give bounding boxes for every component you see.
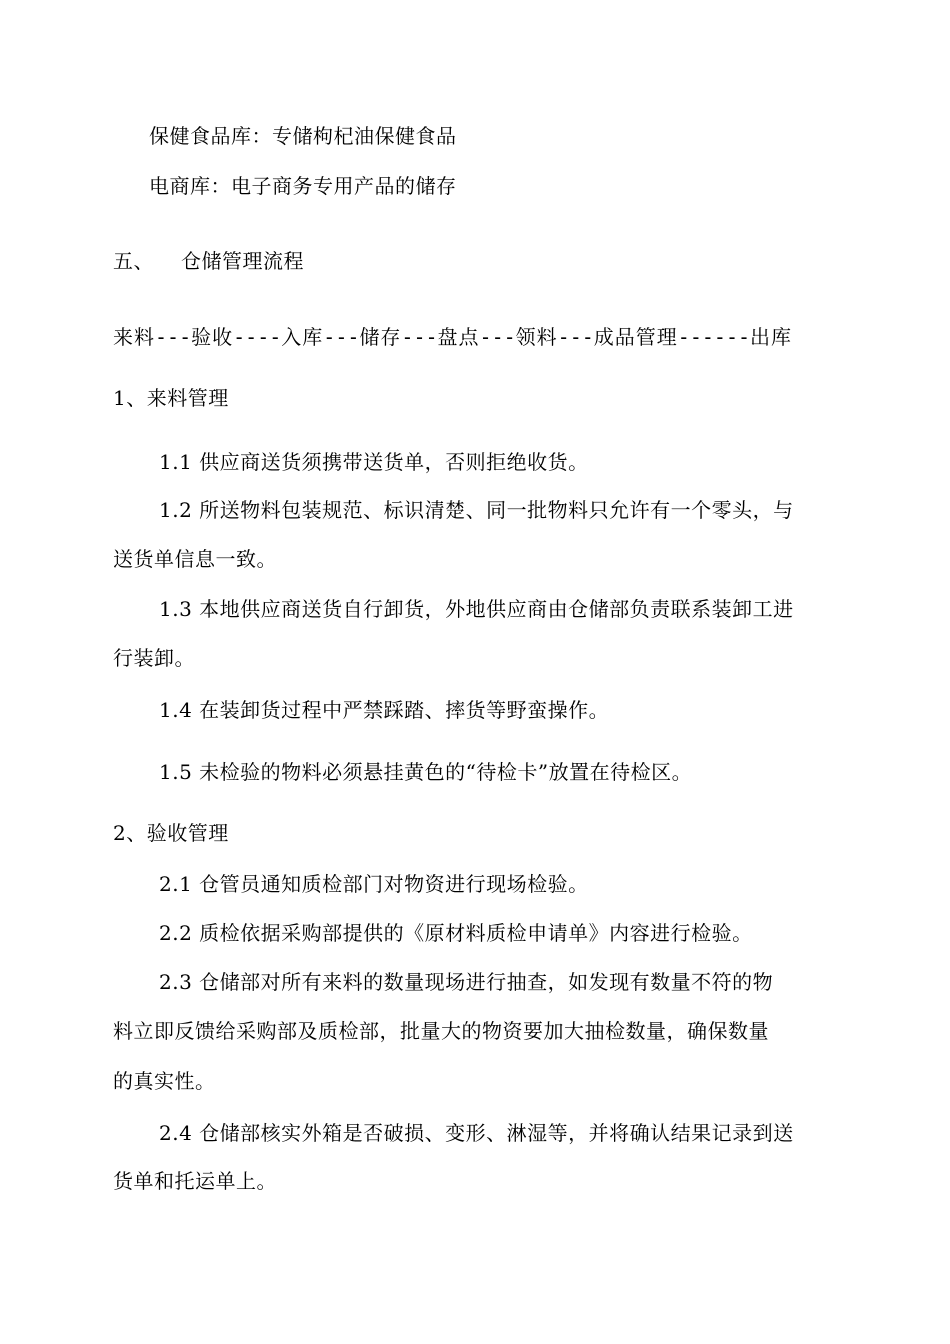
section-1-item: 1.2 所送物料包装规范、标识清楚、同一批物料只允许有一个零头，与 [159,498,794,522]
section-5-heading [113,248,304,274]
flow-separator: ---- [233,325,282,349]
flow-step: 成品管理 [593,325,678,349]
section-2-item: 2.2 质检依据采购部提供的《原材料质检申请单》内容进行检验。 [159,921,753,945]
flow-separator: --- [479,325,516,349]
flow-step: 领料 [515,325,558,349]
flow-separator: --- [323,325,360,349]
section-2-item-continued: 的真实性。 [113,1069,216,1093]
section-5-number: 五、 [113,249,154,273]
section-2-item: 2.3 仓储部对所有来料的数量现场进行抽查，如发现有数量不符的物 [159,970,774,994]
flow-separator: --- [155,325,192,349]
section-1-item: 1.4 在装卸货过程中严禁踩踏、摔货等野蛮操作。 [159,698,610,722]
flow-separator: --- [557,325,594,349]
section-1-item: 1.5 未检验的物料必须悬挂黄色的“待检卡”放置在待检区。 [159,760,693,784]
flow-step: 入库 [281,325,324,349]
storage-health-food: 保健食品库：专储枸杞油保健食品 [149,124,457,148]
section-1-item: 1.3 本地供应商送货自行卸货，外地供应商由仓储部负责联系装卸工进 [159,597,794,621]
section-1-item-continued: 送货单信息一致。 [113,547,277,571]
flow-step: 盘点 [437,325,480,349]
section-2-title: 2、验收管理 [113,821,229,845]
section-1-title: 1、来料管理 [113,386,229,410]
flow-step: 验收 [191,325,234,349]
flow-step: 出库 [750,325,793,349]
storage-ecommerce: 电商库：电子商务专用产品的储存 [149,174,457,198]
flow-separator: ------ [677,325,751,349]
section-1-item: 1.1 供应商送货须携带送货单，否则拒绝收货。 [159,450,589,474]
section-2-item: 2.4 仓储部核实外箱是否破损、变形、淋湿等，并将确认结果记录到送 [159,1121,794,1145]
flow-step: 储存 [359,325,402,349]
flow-separator: --- [401,325,438,349]
section-2-item-continued: 货单和托运单上。 [113,1169,277,1193]
section-1-item-continued: 行装卸。 [113,646,195,670]
section-2-item: 2.1 仓管员通知质检部门对物资进行现场检验。 [159,872,589,896]
section-5-title: 仓储管理流程 [181,249,304,273]
flow-step: 来料 [113,325,155,349]
process-flow [113,324,792,350]
section-2-item-continued: 料立即反馈给采购部及质检部，批量大的物资要加大抽检数量，确保数量 [113,1019,769,1043]
